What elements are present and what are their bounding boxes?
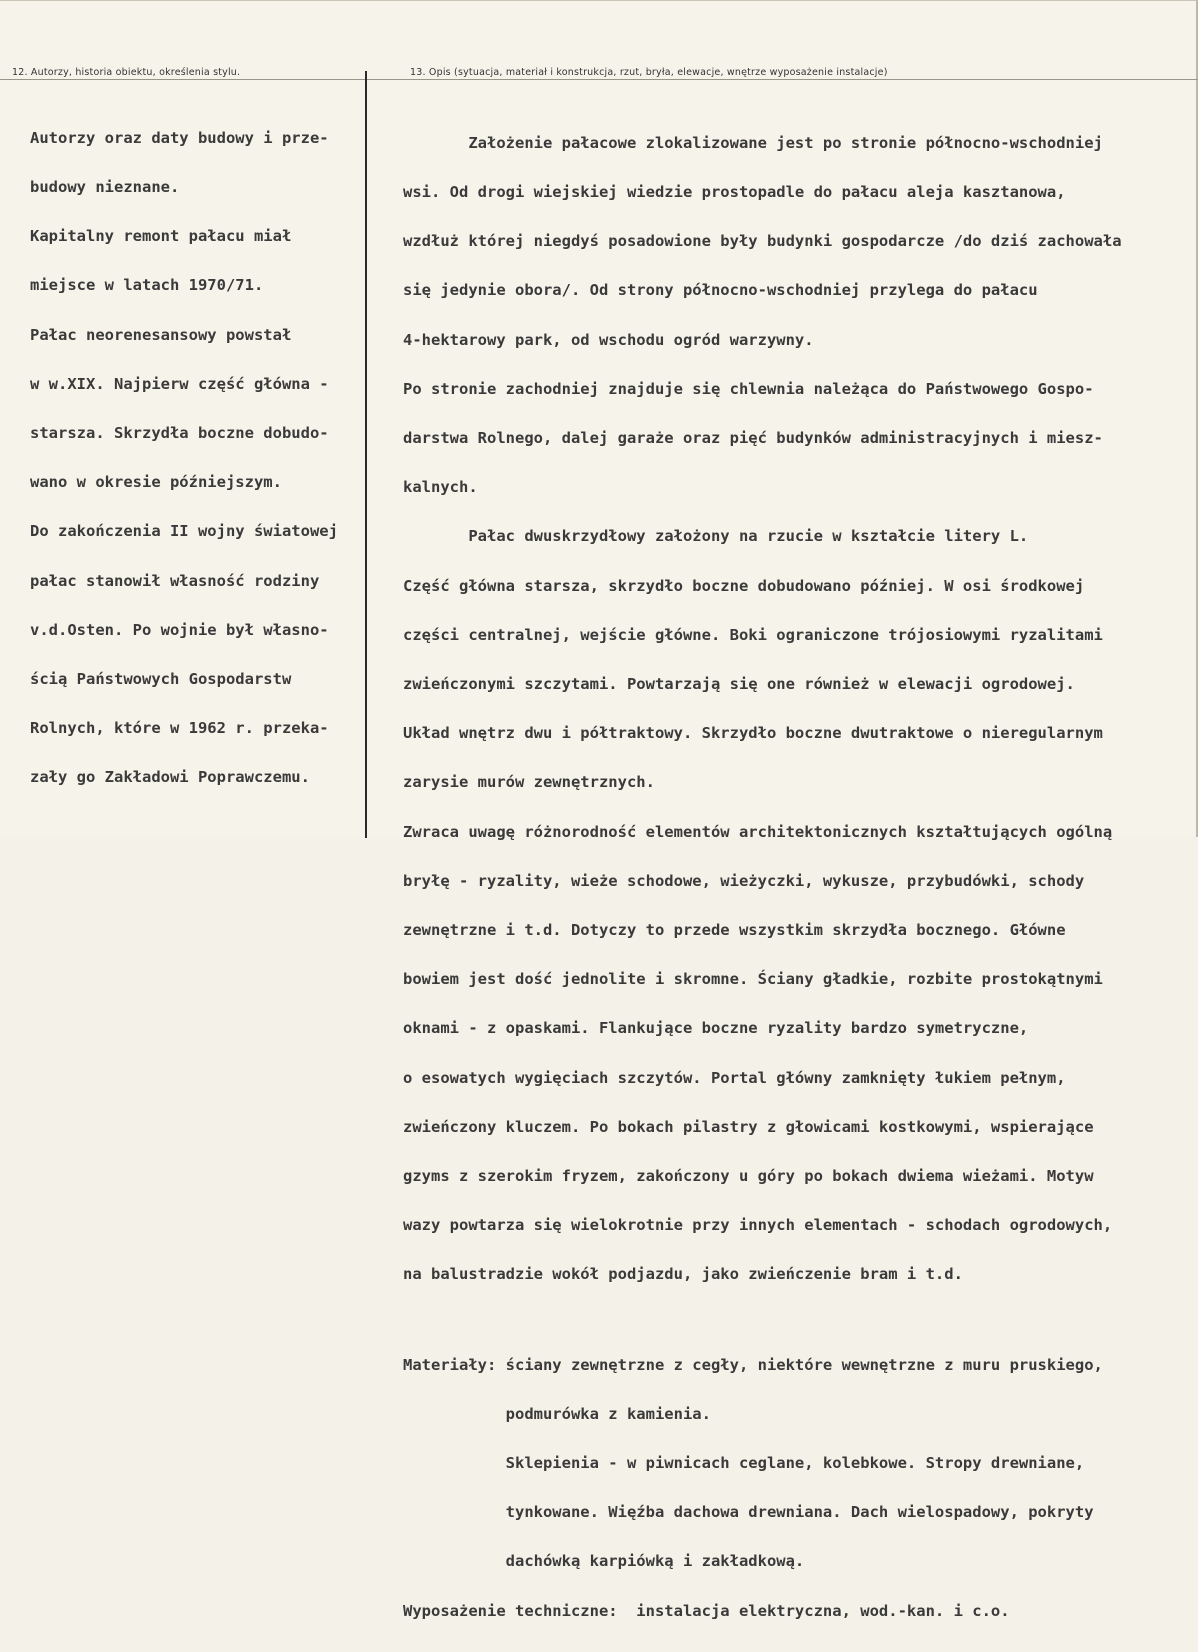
text-line: 4-hektarowy park, od wschodu ogród warzywny. — [403, 330, 814, 349]
text-line: ścią Państwowych Gospodarstw — [30, 670, 292, 689]
equipment-line: Wyposażenie techniczne: instalacja elektryczna, wod.-kan. i c.o. — [403, 1601, 1010, 1620]
text-line: Układ wnętrz dwu i półtraktowy. Skrzydło boczne dwutraktowe o nieregularnym — [403, 724, 1103, 743]
text-line: Zwraca uwagę różnorodność elementów architektonicznych kształtujących ogólną — [403, 822, 1113, 841]
text-line: gzyms z szerokim fryzem, zakończony u góry po bokach dwiema wieżami. Motyw — [403, 1167, 1094, 1186]
text-line: na balustradzie wokół podjazdu, jako zwieńczenie bram i t.d. — [403, 1265, 963, 1284]
text-line: v.d.Osten. Po wojnie był własno- — [30, 620, 329, 639]
column-divider — [365, 71, 367, 838]
text-line: starsza. Skrzydła boczne dobudo- — [30, 424, 329, 443]
materials-line: Materiały: ściany zewnętrzne z cegły, niektóre wewnętrzne z muru pruskiego, — [403, 1355, 1103, 1374]
text-line: wazy powtarza się wielokrotnie przy innych elementach - schodach ogrodowych, — [403, 1216, 1113, 1235]
text-line: zwieńczony kluczem. Po bokach pilastry z głowicami kostkowymi, wspierające — [403, 1117, 1094, 1136]
text-line: części centralnej, wejście główne. Boki ograniczone trójosiowymi ryzalitami — [403, 625, 1103, 644]
text-line: w w.XIX. Najpierw część główna - — [30, 374, 329, 393]
materials-line: podmurówka z kamienia. — [403, 1404, 711, 1423]
text-line: bowiem jest dość jednolite i skromne. Ściany gładkie, rozbite prostokątnymi — [403, 970, 1103, 989]
text-line: Pałac neorenesansowy powstał — [30, 325, 292, 344]
text-line: się jedynie obora/. Od strony północno-wschodniej przylega do pałacu — [403, 281, 1038, 300]
section-12-header: 12. Autorzy, historia obiektu, określenia stylu. — [12, 67, 241, 78]
text-line: Pałac dwuskrzydłowy założony na rzucie w kształcie litery L. — [403, 527, 1029, 546]
text-line: wano w okresie późniejszym. — [30, 473, 282, 492]
text-line: wsi. Od drogi wiejskiej wiedzie prostopadle do pałacu aleja kasztanowa, — [403, 183, 1066, 202]
text-line: kalnych. — [403, 478, 478, 497]
text-line: bryłę - ryzality, wieże schodowe, wieżyczki, wykusze, przybudówki, schody — [403, 871, 1085, 890]
text-line: o esowatych wygięciach szczytów. Portal główny zamknięty łukiem pełnym, — [403, 1068, 1066, 1087]
text-line: miejsce w latach 1970/71. — [30, 276, 264, 295]
text-line: zarysie murów zewnętrznych. — [403, 773, 655, 792]
header-rule — [0, 79, 1198, 80]
text-line: budowy nieznane. — [30, 178, 180, 197]
text-line: Po stronie zachodniej znajduje się chlewnia należąca do Państwowego Gospo- — [403, 379, 1094, 398]
text-line: Rolnych, które w 1962 r. przeka- — [30, 719, 329, 738]
materials-line: tynkowane. Więźba dachowa drewniana. Dach wielospadowy, pokryty — [403, 1503, 1094, 1522]
section-13-header: 13. Opis (sytuacja, materiał i konstrukcja, rzut, bryła, elewacje, wnętrze wyposażenie instalacje) — [410, 67, 888, 78]
text-line: zewnętrzne i t.d. Dotyczy to przede wszystkim skrzydła bocznego. Główne — [403, 921, 1066, 940]
text-line: zwieńczonymi szczytami. Powtarzają się one również w elewacji ogrodowej. — [403, 675, 1075, 694]
text-line: oknami - z opaskami. Flankujące boczne ryzality bardzo symetryczne, — [403, 1019, 1029, 1038]
text-line: Część główna starsza, skrzydło boczne dobudowano później. W osi środkowej — [403, 576, 1085, 595]
materials-line: Sklepienia - w piwnicach ceglane, kolebkowe. Stropy drewniane, — [403, 1453, 1085, 1472]
text-line: pałac stanowił własność rodziny — [30, 571, 320, 590]
history-text-column — [30, 97, 338, 819]
text-line: wzdłuż której niegdyś posadowione były budynki gospodarcze /do dziś zachowała — [403, 232, 1122, 251]
text-line: darstwa Rolnego, dalej garaże oraz pięć budynków administracyjnych i miesz- — [403, 429, 1103, 448]
text-line: Założenie pałacowe zlokalizowane jest po stronie północno-wschodniej — [403, 133, 1103, 152]
description-text-column — [403, 102, 1122, 1652]
paragraph-gap — [403, 1316, 1122, 1324]
text-line: Do zakończenia II wojny światowej — [30, 522, 338, 541]
text-line: Autorzy oraz daty budowy i prze- — [30, 128, 329, 147]
materials-line: dachówką karpiówką i zakładkową. — [403, 1552, 805, 1571]
text-line: Kapitalny remont pałacu miał — [30, 227, 292, 246]
text-line: zały go Zakładowi Poprawczemu. — [30, 768, 310, 787]
